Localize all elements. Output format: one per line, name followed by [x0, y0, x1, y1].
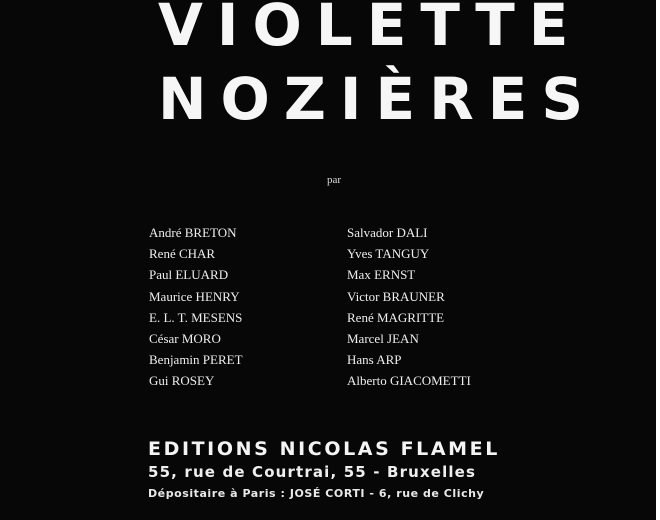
title-line-1: VIOLETTE: [158, 0, 583, 59]
author-name: Hans ARP: [347, 352, 402, 368]
author-name: René MAGRITTE: [347, 309, 445, 325]
author-name: Salvador DALI: [347, 225, 428, 240]
author-name: Maurice HENRY: [149, 288, 240, 304]
author-name: Paul ELUARD: [149, 267, 229, 283]
authors-right-column: [347, 222, 471, 392]
author-name: Benjamin PERET: [149, 352, 243, 368]
author-name: César MORO: [149, 330, 221, 346]
author-name: André BRETON: [149, 225, 237, 240]
author-name: Yves TANGUY: [347, 246, 430, 262]
publisher-depositaire: Dépositaire à Paris : JOSÉ CORTI - 6, rue de Clichy: [148, 487, 485, 500]
publisher-address: 55, rue de Courtrai, 55 - Bruxelles: [148, 463, 477, 481]
author-name: Victor BRAUNER: [347, 288, 445, 304]
byline: par: [327, 174, 342, 186]
author-name: Marcel JEAN: [347, 330, 419, 346]
author-name: René CHAR: [149, 246, 216, 262]
author-name: E. L. T. MESENS: [149, 309, 243, 325]
author-name: Gui ROSEY: [149, 373, 215, 389]
page-edge: [656, 0, 660, 520]
publisher-name: EDITIONS NICOLAS FLAMEL: [148, 438, 500, 460]
title-line-2: NOZIÈRES: [158, 65, 598, 133]
authors-left-column: [149, 222, 243, 392]
author-name: Max ERNST: [347, 267, 416, 283]
author-name: Alberto GIACOMETTI: [347, 373, 471, 389]
